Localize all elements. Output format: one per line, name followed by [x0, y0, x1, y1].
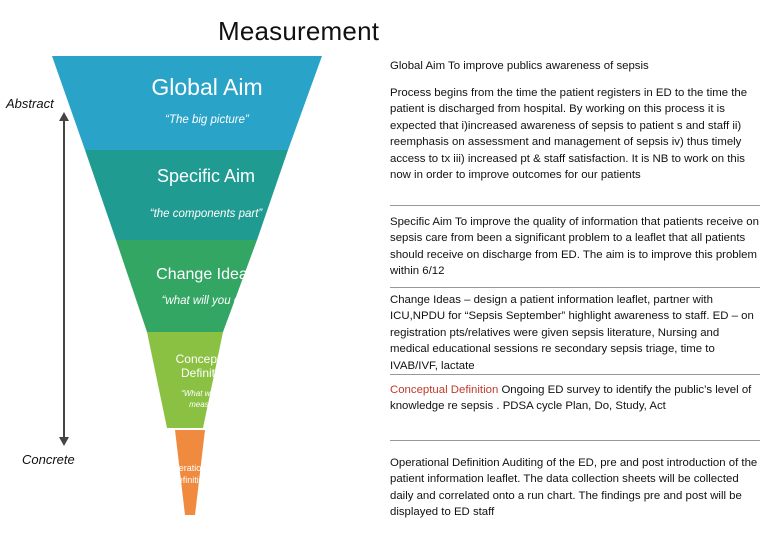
operational-title-line2: Definition: [171, 475, 209, 485]
operational-label-clip: [166, 430, 214, 515]
funnel-segment-specific-aim: [85, 150, 288, 240]
change-ideas-description: Change Ideas – design a patient information leaflet, partner with ICU,NPDU for “Sepsis September” highlight awareness to staff. ED – on registration pts/relatives were given sepsis literature, Nursing and medical educational sessions re secondary sepsis triage, time to IVAB/IVF, lactate: [390, 294, 754, 372]
operational-title-line1: Operational: [166, 463, 214, 473]
conceptual-title-line1: Conceptual: [175, 352, 237, 366]
specific-aim-description: Specific Aim To improve the quality of information that patients receive on sepsis care from been a significant problem to a leaflet that all patients should receive on discharge from ED. The aim is to improve this problem within 6/12: [390, 216, 759, 278]
global-aim-title: Global Aim: [151, 74, 263, 100]
specific-aim-subtitle: “the components part”: [149, 208, 263, 220]
concrete-label: Concrete: [22, 452, 75, 467]
global-aim-subtitle: “The big picture”: [165, 114, 249, 126]
global-aim-heading: Global Aim To improve publics awareness of sepsis: [390, 60, 649, 72]
conceptual-definition-title: [156, 352, 256, 380]
specific-aim-title: Specific Aim: [156, 166, 256, 186]
funnel-segment-global-aim: [52, 56, 322, 150]
change-ideas-title: Change Ideas: [156, 266, 256, 283]
funnel-segment-change-ideas: [116, 240, 257, 332]
operational-definition-title: [160, 462, 220, 486]
conceptual-definition-label: Conceptual Definition: [390, 384, 499, 396]
conceptual-subtitle-line1: “What will you: [181, 389, 231, 398]
funnel-segment-conceptual-definition: [147, 332, 223, 428]
operational-definition-description: Operational Definition Auditing of the ED, pre and post introduction of the patient information leaflet. The data collection sheets will be collected daily and correlated onto a run chart. The findings pre and post will be displayed to ED staff: [390, 457, 758, 519]
conceptual-definition-subtitle: [156, 388, 256, 410]
separator-2: [390, 287, 760, 288]
global-aim-description: Process begins from the time the patient registers in ED to the time the patient is discharged from hospital. By working on this process it is expected that i)increased awareness of sepsis to patient s and staff ii) reemphasis on assessment and management of sepsis iv) thus timely access to tx iii) increased pt & staff satisfaction. It is NB to work on this now in order to improve outcomes for our patients: [390, 87, 748, 182]
conceptual-definition-description: [390, 382, 760, 415]
separator-1: [390, 205, 760, 206]
conceptual-definition-body: Ongoing ED survey to identify the public’s level of knowledge re sepsis . PDSA cycle Plan, Do, Study, Act: [390, 384, 752, 413]
conceptual-subtitle-line2: measure”: [189, 400, 223, 409]
separator-3: [390, 374, 760, 375]
conceptual-title-line2: Definition: [180, 366, 232, 380]
change-ideas-subtitle: “what will you do”: [161, 295, 251, 307]
separator-4: [390, 440, 760, 441]
abstract-label: Abstract: [6, 96, 54, 111]
page-title: Measurement: [218, 16, 380, 46]
